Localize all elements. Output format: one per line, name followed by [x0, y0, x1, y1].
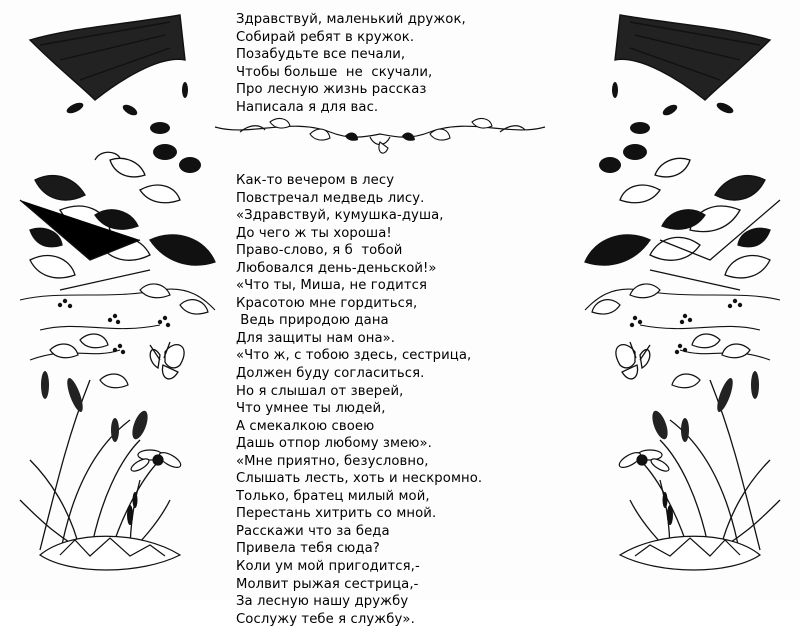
poem-line: Для защиты нам она». [236, 330, 396, 346]
poem-line: Дашь отпор любому змею». [236, 436, 432, 452]
poem-line: «Здравствуй, кумушка-душа, [236, 208, 444, 224]
flower-icon [129, 450, 183, 474]
poem-line: Коли ум мой пригодится,- [236, 559, 420, 575]
poem-line: «Что ты, Миша, не годится [236, 278, 427, 294]
poem-line: Сослужу тебе я службу». [236, 611, 415, 627]
poem-line: Красотою мне гордиться, [236, 295, 418, 311]
poem-line: Привела тебя сюда? [236, 541, 380, 557]
poem-line: За лесную нашу дружбу [236, 594, 409, 610]
left-illustration [0, 0, 230, 600]
poem-line: Но я слышал от зверей, [236, 383, 404, 399]
poem-line: Ведь природою дана [236, 313, 389, 329]
poem-line: Перестань хитрить со мной. [236, 506, 437, 522]
poem-line: Здравствуй, маленький дружок, [236, 12, 466, 27]
poem-line: Чтобы больше не скучали, [236, 64, 433, 80]
stanza-1 [236, 11, 616, 116]
poem-line: А смекалкою своею [236, 418, 375, 434]
leafy-vine-divider-icon [210, 112, 550, 162]
poem-line: Собирай ребят в кружок. [236, 29, 415, 45]
stanza-2 [236, 172, 482, 628]
poem-line: Позабудьте все печали, [236, 47, 406, 62]
poem-line: «Что ж, с тобою здесь, сестрица, [236, 348, 472, 364]
poem-line: До чего ж ты хороша! [236, 225, 392, 241]
poem-line: Написала я для вас. [236, 99, 379, 115]
poem-line: Право-слово, я б тобой [236, 243, 403, 259]
poem-line: Расскажи что за беда [236, 523, 390, 539]
poem-line: Повстречал медведь лису. [236, 190, 425, 206]
poem-line: «Мне приятно, безусловно, [236, 453, 429, 469]
poem-line: Про лесную жизнь рассказ [236, 82, 427, 97]
poem-line: Что умнее ты людей, [236, 401, 386, 417]
poem-line: Молвит рыжая сестрица,- [236, 576, 419, 592]
poem-line: Слышать лесть, хоть и нескромно. [236, 471, 483, 487]
poem-line: Должен буду согласиться. [236, 366, 425, 382]
poem-text [236, 11, 616, 627]
poem-line: Любовался день-деньской!» [236, 260, 437, 276]
poem-line: Только, братец милый мой, [236, 488, 430, 504]
poem-line: Как-то вечером в лесу [236, 173, 395, 188]
butterfly-icon [150, 342, 184, 379]
